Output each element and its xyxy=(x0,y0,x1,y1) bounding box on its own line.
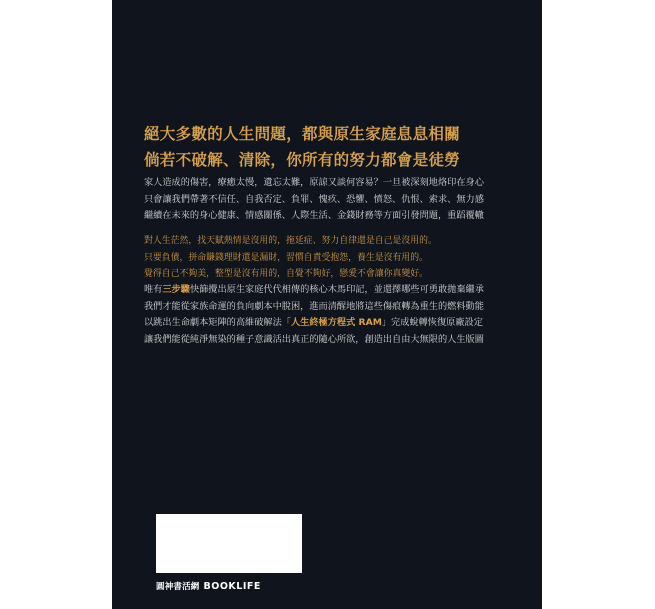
intro-line: 家人造成的傷害，療癒太慢，遺忘太難，原諒又談何容易？一旦被深刻地烙印在身心 xyxy=(144,177,484,188)
headline xyxy=(144,121,524,173)
three-steps-highlight: 三步驟 xyxy=(162,284,190,295)
method-line-4: 讓我們能從純淨無染的種子意識活出真正的隨心所欲，創造出自由大無限的人生版圖 xyxy=(144,333,484,345)
method-line-3 xyxy=(144,315,524,332)
highlight-paragraph xyxy=(144,233,524,283)
method-paragraph xyxy=(144,282,524,348)
ram-formula-highlight: 人生終極方程式 RAM xyxy=(291,317,382,328)
method-line-1-prefix: 唯有 xyxy=(144,284,163,295)
method-line-1 xyxy=(144,282,524,299)
headline-line-2: 倘若不破解、清除，你所有的努力都會是徒勞 xyxy=(144,150,461,169)
intro-paragraph xyxy=(144,175,524,225)
booklife-brand: BOOKLIFE xyxy=(203,581,261,592)
highlight-line: 只要負債，拼命賺錢理財還是漏財，習慣自責受抱怨，養生是沒有用的。 xyxy=(144,252,428,263)
intro-line: 只會讓我們帶著不信任、自我否定、負罪、愧疚、恐懼、憤怒、仇恨、索求、無力感 xyxy=(144,193,484,205)
method-line-3-suffix: 」完成蛻轉恢復原廠設定 xyxy=(381,317,483,328)
intro-line: 繼續在未來的身心健康、情感關係、人際生活、金錢財務等方面引發問題，重蹈覆轍 xyxy=(144,210,484,221)
barcode-area xyxy=(156,514,302,573)
headline-line-1: 絕大多數的人生問題，都與原生家庭息息相關 xyxy=(144,124,461,143)
highlight-line: 對人生茫然，找天賦熱情是沒用的，拖延症、努力自律還是自己是沒用的。 xyxy=(144,236,437,246)
method-line-2: 我們才能從家族命運的負向劇本中脫困，進而清醒地將這些傷痕轉為重生的燃料動能 xyxy=(144,300,484,312)
method-line-3-prefix: 以跳出生命劇本矩陣的高維破解法「 xyxy=(144,317,291,328)
highlight-line: 覺得自己不夠美，整型是沒有用的，自覺不夠好，戀愛不會讓你真變好。 xyxy=(144,269,428,279)
book-back-cover xyxy=(112,0,542,609)
method-line-1-suffix: 快篩攪出原生家庭代代相傳的核心木馬印記，並還擇哪些可勇敢拋棄繼承 xyxy=(189,284,484,295)
publisher-logo xyxy=(156,580,261,592)
publisher-name: 圓神書活網 xyxy=(156,582,200,592)
